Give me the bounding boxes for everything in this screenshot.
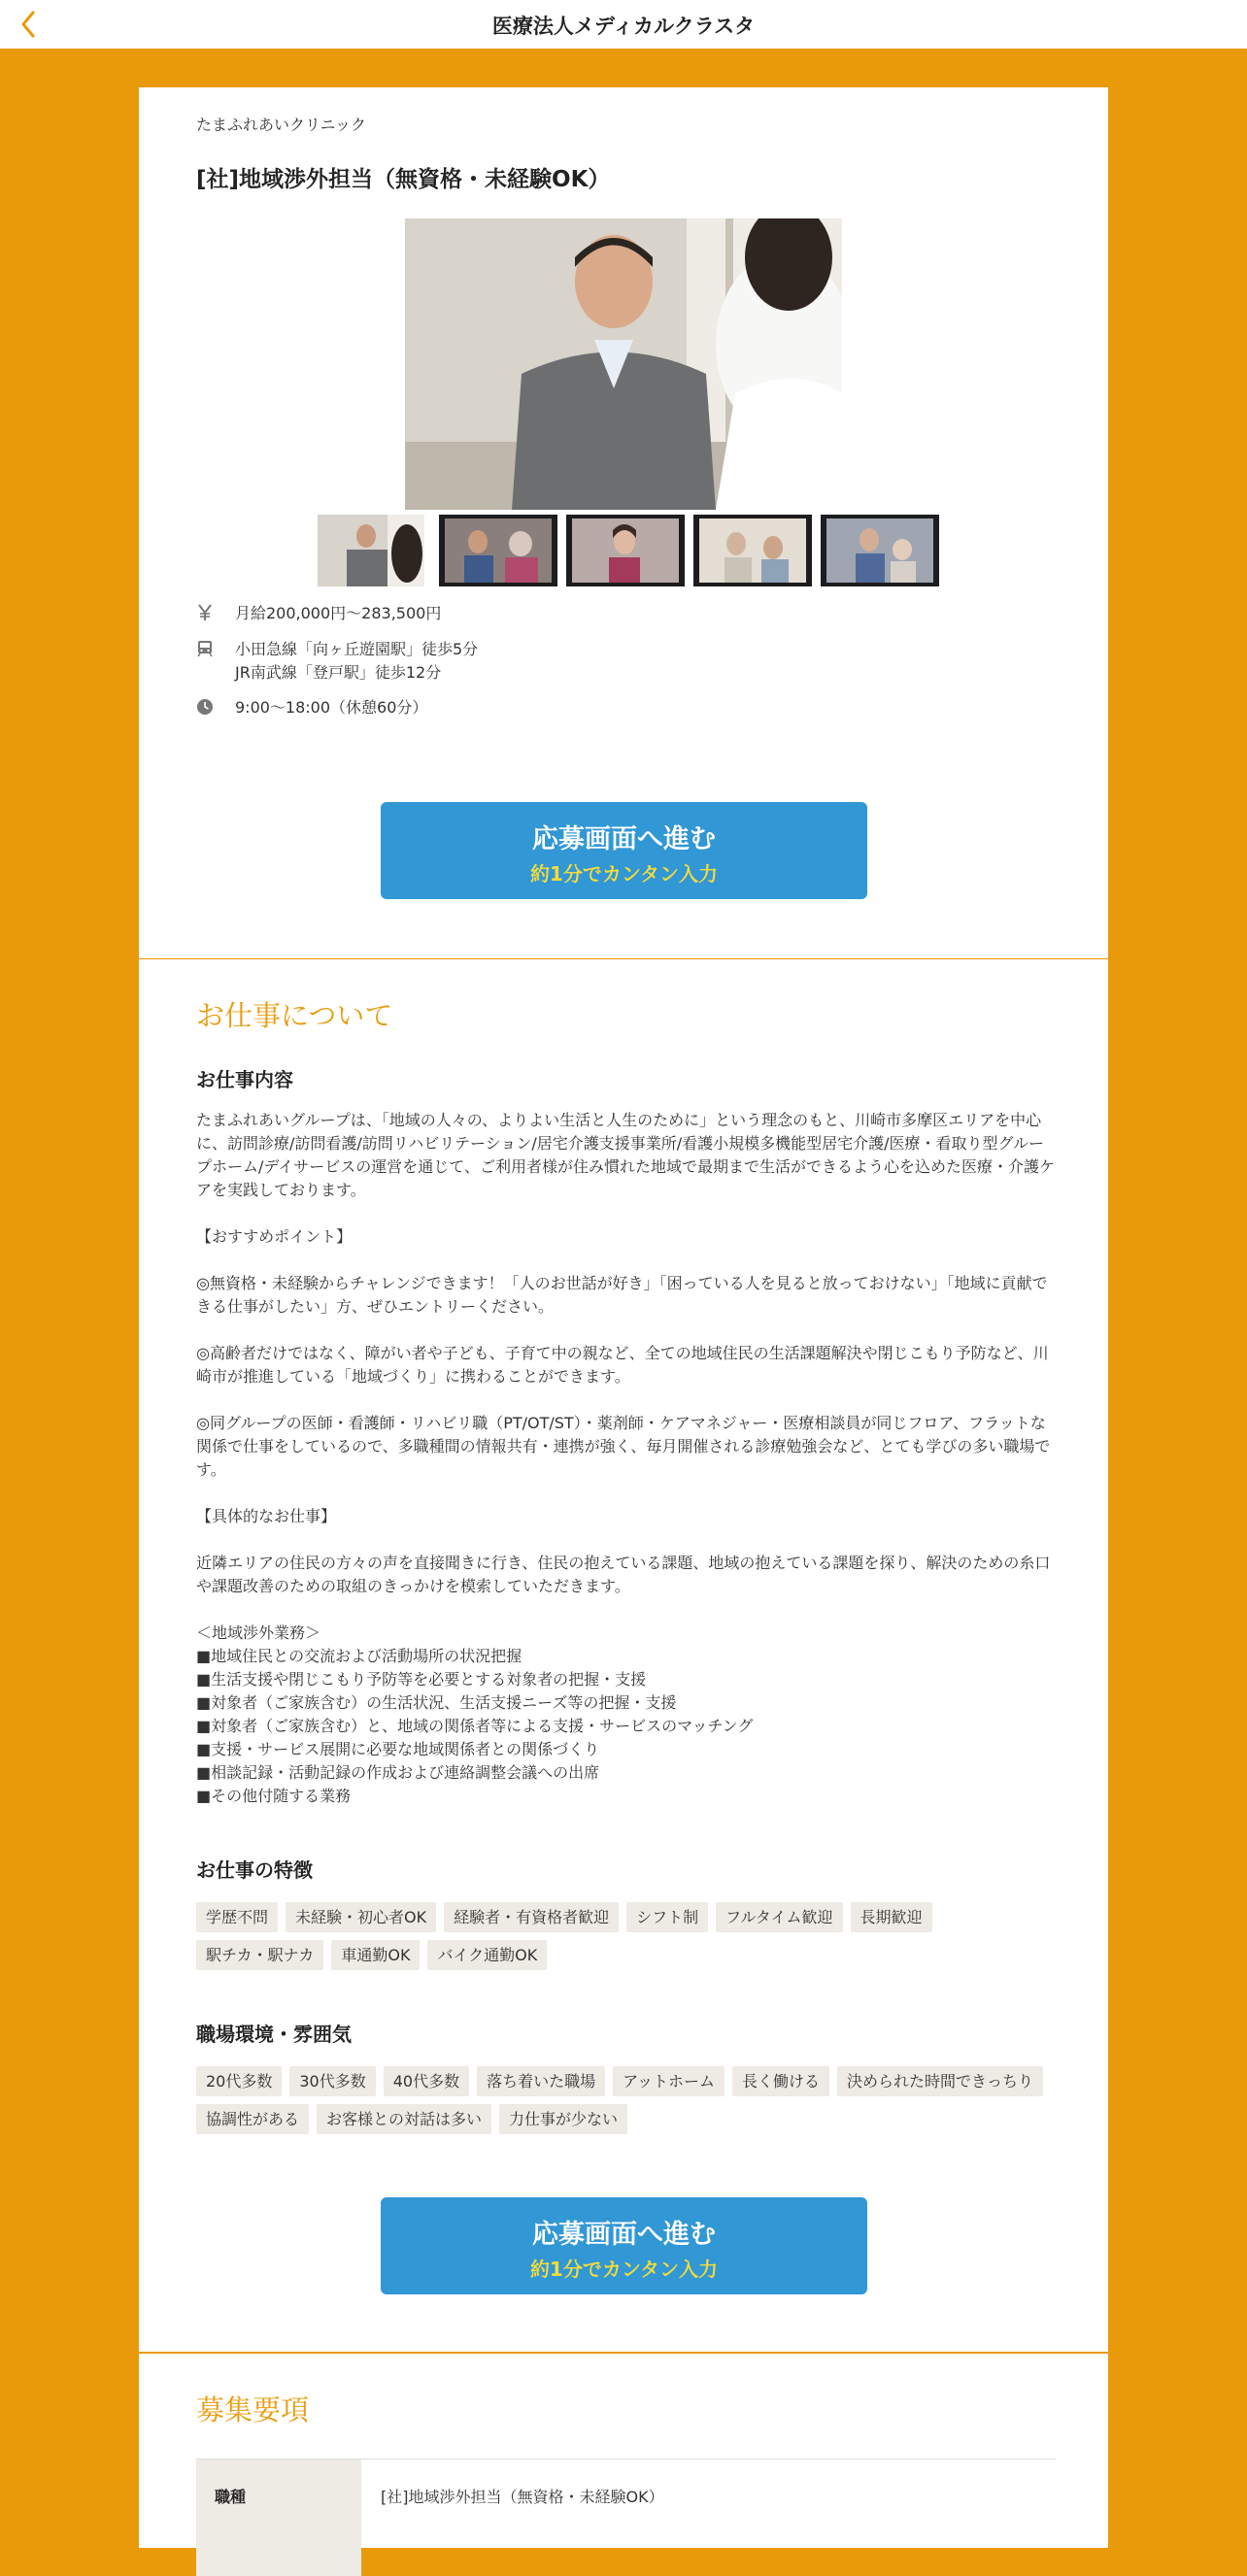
apply-button-sublabel: 約1分でカンタン入力 (529, 2258, 719, 2281)
yen-icon (196, 604, 214, 621)
features-heading: お仕事の特徴 (196, 1858, 313, 1882)
apply-button-label: 応募画面へ進む (532, 824, 716, 854)
apply-button-bottom[interactable] (381, 2197, 867, 2294)
page-title: 医療法人メディカルクラスタ (491, 15, 756, 38)
top-bar (0, 0, 1247, 49)
feature-tag: 駅チカ・駅ナカ (196, 1940, 323, 1970)
thumbnail-1[interactable] (318, 515, 424, 586)
feature-tag: 未経験・初心者OK (286, 1902, 436, 1932)
environment-tag: 30代多数 (289, 2066, 375, 2096)
photo-thumbnails (318, 515, 939, 586)
environment-tag: 協調性がある (196, 2104, 309, 2134)
thumbnail-5[interactable] (821, 515, 939, 586)
feature-tag: 学歴不問 (196, 1902, 278, 1932)
thumbnail-2[interactable] (439, 515, 557, 586)
environment-tag: 長く働ける (732, 2066, 829, 2096)
feature-tag: 経験者・有資格者歓迎 (444, 1902, 619, 1932)
requirements-label-cell (196, 2459, 361, 2576)
feature-tag: 長期歓迎 (851, 1902, 932, 1932)
feature-tags (196, 1902, 1056, 1970)
job-title: [社]地域渉外担当（無資格・未経験OK） (196, 167, 611, 192)
access-text-2: JR南武線「登戸駅」徒歩12分 (235, 663, 442, 682)
job-content-heading: お仕事内容 (196, 1068, 293, 1091)
requirements-card (139, 2354, 1108, 2548)
section-heading-about: お仕事について (196, 999, 393, 1032)
environment-tag: 20代多数 (196, 2066, 282, 2096)
thumbnail-3[interactable] (566, 515, 685, 586)
environment-tags (196, 2066, 1056, 2134)
feature-tag: バイク通勤OK (427, 1940, 547, 1970)
thumbnail-4[interactable] (693, 515, 812, 586)
main-photo (405, 218, 842, 510)
feature-tag: フルタイム歓迎 (716, 1902, 842, 1932)
apply-button-label: 応募画面へ進む (532, 2220, 716, 2250)
environment-tag: 40代多数 (384, 2066, 469, 2096)
apply-button-sublabel: 約1分でカンタン入力 (529, 862, 719, 886)
section-heading-requirements: 募集要項 (196, 2393, 310, 2426)
train-icon (196, 640, 214, 657)
apply-button[interactable] (381, 802, 867, 899)
job-description: たまふれあいグループは、「地域の人々の、よりよい生活と人生のために」という理念のもと、川崎市多摩区エリアを中心に、訪問診療/訪問看護/訪問リハビリテーション/居宅介護支援事業所/看護小規模多機能型居宅介護/医療・看取り型グループホーム/デイサービスの運営を通じて、ご利用者様が住み慣れた地域で最期まで生活ができるよう心を込めた医療・介護ケアを実践しております。 【おすすめポイント】 ◎無資格・未経験からチャレンジできます！「人のお世話が好き」「困っている人を見ると放っておけない」「地域に貢献できる仕事がしたい」方、ぜひエントリーください。 ◎高齢者だけではなく、障がい者や子ども、子育て中の親など、全ての地域住民の生活課題解決や閉じこもり予防など、川崎市が推進している「地域づくり」に携わることができます。 ◎同グループの医師・看護師・リハビリ職（PT/OT/ST）・薬剤師・ケアマネジャー・医療相談員が同じフロア、フラットな関係で仕事をしているので、多職種間の情報共有・連携が強く、毎月開催される診療勉強会など、とても学びの多い職場です。 【具体的なお仕事】 近隣エリアの住民の方々の声を直接聞きに行き、住民の抱えている課題、地域の抱えている課題を探り、解決のための糸口や課題改善のための取組のきっかけを模索していただきます。 ＜地域渉外業務＞ ■地域住民との交流および活動場所の状況把握 ■生活支援や閉じこもり予防等を必要とする対象者の把握・支援 ■対象者（ご家族含む）の生活状況、生活支援ニーズ等の把握・支援 ■対象者（ご家族含む）と、地域の関係者等による支援・サービスのマッチング ■支援・サービス展開に必要な地域関係者との関係づくり ■相談記録・活動記録の作成および連絡調整会議への出席 ■その他付随する業務 (196, 1111, 1055, 1805)
feature-tag: 車通勤OK (331, 1940, 420, 1970)
requirements-label: 職種 (215, 2488, 247, 2506)
job-summary-card (139, 87, 1108, 958)
job-details-card (139, 959, 1108, 2352)
environment-tag: 力仕事が少ない (499, 2104, 627, 2134)
access-text-1: 小田急線「向ヶ丘遊園駅」徒歩5分 (235, 640, 479, 658)
clock-icon (196, 698, 214, 716)
environment-tag: アットホーム (613, 2066, 725, 2096)
environment-tag: 決められた時間できっちり (837, 2066, 1043, 2096)
environment-tag: お客様との対話は多い (317, 2104, 491, 2134)
hours-text: 9:00～18:00（休憩60分） (235, 698, 428, 717)
clinic-name: たまふれあいクリニック (196, 116, 367, 134)
environment-tag: 落ち着いた職場 (477, 2066, 605, 2096)
salary-text: 月給200,000円〜283,500円 (235, 604, 442, 622)
requirements-value: [社]地域渉外担当（無資格・未経験OK） (381, 2488, 664, 2506)
feature-tag: シフト制 (626, 1902, 708, 1932)
environment-heading: 職場環境・雰囲気 (196, 2023, 352, 2046)
